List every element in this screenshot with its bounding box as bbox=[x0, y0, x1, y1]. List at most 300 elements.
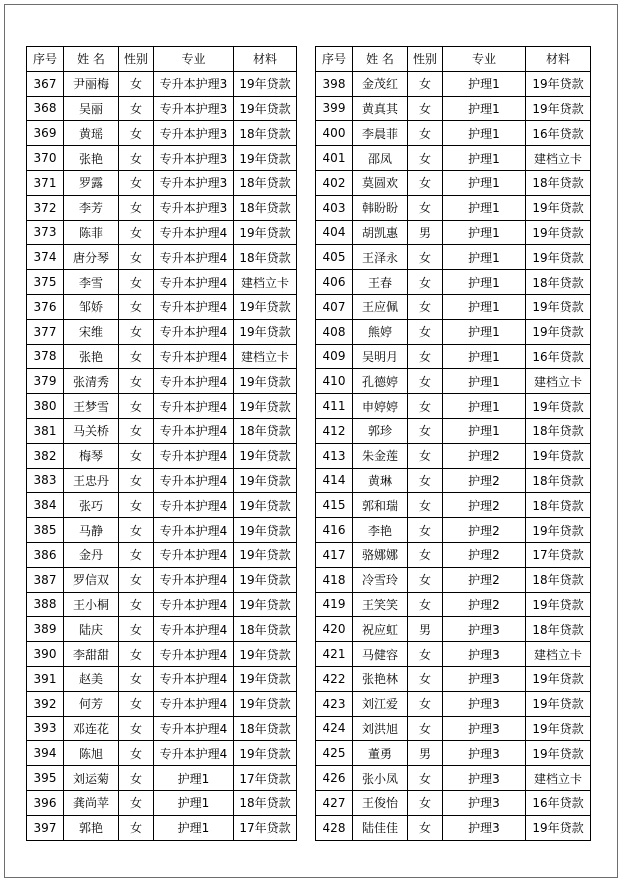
cell-seq: 377 bbox=[27, 319, 64, 344]
table-row bbox=[27, 146, 297, 171]
table-row bbox=[27, 319, 297, 344]
cell-major: 专升本护理4 bbox=[154, 542, 234, 567]
cell-material: 19年贷款 bbox=[234, 220, 297, 245]
cell-gender: 女 bbox=[408, 319, 443, 344]
cell-material: 19年贷款 bbox=[234, 567, 297, 592]
cell-material: 19年贷款 bbox=[234, 542, 297, 567]
table-row bbox=[27, 716, 297, 741]
cell-major: 护理1 bbox=[443, 294, 526, 319]
roster-table-left bbox=[26, 46, 297, 841]
cell-name: 陆佳佳 bbox=[353, 815, 408, 840]
cell-major: 专升本护理4 bbox=[154, 443, 234, 468]
cell-material: 建档立卡 bbox=[526, 642, 591, 667]
cell-name: 王梦雪 bbox=[64, 394, 119, 419]
cell-gender: 女 bbox=[408, 394, 443, 419]
cell-seq: 415 bbox=[316, 493, 353, 518]
cell-seq: 371 bbox=[27, 170, 64, 195]
cell-major: 护理1 bbox=[443, 71, 526, 96]
cell-material: 18年贷款 bbox=[234, 245, 297, 270]
table-header-row bbox=[316, 47, 591, 72]
table-row bbox=[316, 245, 591, 270]
cell-gender: 女 bbox=[119, 394, 154, 419]
cell-name: 郭珍 bbox=[353, 418, 408, 443]
table-row bbox=[316, 666, 591, 691]
cell-seq: 390 bbox=[27, 642, 64, 667]
cell-gender: 男 bbox=[408, 617, 443, 642]
cell-name: 邓连花 bbox=[64, 716, 119, 741]
cell-seq: 375 bbox=[27, 270, 64, 295]
cell-gender: 女 bbox=[408, 369, 443, 394]
cell-material: 19年贷款 bbox=[234, 741, 297, 766]
cell-major: 护理1 bbox=[154, 790, 234, 815]
cell-name: 赵美 bbox=[64, 666, 119, 691]
cell-major: 专升本护理4 bbox=[154, 468, 234, 493]
cell-material: 18年贷款 bbox=[234, 617, 297, 642]
cell-material: 19年贷款 bbox=[526, 691, 591, 716]
cell-material: 19年贷款 bbox=[526, 666, 591, 691]
cell-name: 黄琳 bbox=[353, 468, 408, 493]
cell-material: 建档立卡 bbox=[526, 766, 591, 791]
cell-name: 罗露 bbox=[64, 170, 119, 195]
cell-material: 17年贷款 bbox=[234, 766, 297, 791]
header-gender: 性别 bbox=[119, 47, 154, 72]
cell-major: 专升本护理4 bbox=[154, 493, 234, 518]
cell-seq: 392 bbox=[27, 691, 64, 716]
table-row bbox=[27, 617, 297, 642]
table-row bbox=[27, 71, 297, 96]
table-row bbox=[27, 195, 297, 220]
cell-gender: 女 bbox=[119, 716, 154, 741]
cell-name: 刘洪旭 bbox=[353, 716, 408, 741]
cell-material: 18年贷款 bbox=[526, 567, 591, 592]
cell-major: 专升本护理4 bbox=[154, 567, 234, 592]
cell-gender: 女 bbox=[408, 245, 443, 270]
table-row bbox=[27, 418, 297, 443]
cell-material: 19年贷款 bbox=[234, 146, 297, 171]
cell-material: 19年贷款 bbox=[234, 71, 297, 96]
cell-gender: 女 bbox=[408, 294, 443, 319]
cell-major: 专升本护理4 bbox=[154, 319, 234, 344]
header-major: 专业 bbox=[154, 47, 234, 72]
cell-seq: 374 bbox=[27, 245, 64, 270]
cell-material: 19年贷款 bbox=[526, 294, 591, 319]
cell-gender: 女 bbox=[119, 369, 154, 394]
cell-name: 王笑笑 bbox=[353, 592, 408, 617]
cell-major: 专升本护理4 bbox=[154, 642, 234, 667]
table-row bbox=[316, 71, 591, 96]
cell-major: 护理3 bbox=[443, 766, 526, 791]
table-row bbox=[27, 170, 297, 195]
cell-major: 专升本护理4 bbox=[154, 220, 234, 245]
cell-material: 17年贷款 bbox=[234, 815, 297, 840]
cell-name: 郭艳 bbox=[64, 815, 119, 840]
table-row bbox=[316, 542, 591, 567]
cell-major: 专升本护理3 bbox=[154, 146, 234, 171]
cell-seq: 428 bbox=[316, 815, 353, 840]
cell-seq: 400 bbox=[316, 121, 353, 146]
cell-material: 建档立卡 bbox=[526, 369, 591, 394]
header-major: 专业 bbox=[443, 47, 526, 72]
table-row bbox=[316, 170, 591, 195]
table-row bbox=[27, 270, 297, 295]
cell-major: 护理3 bbox=[443, 741, 526, 766]
cell-seq: 425 bbox=[316, 741, 353, 766]
cell-name: 龚尚苹 bbox=[64, 790, 119, 815]
table-row bbox=[27, 766, 297, 791]
cell-gender: 女 bbox=[119, 592, 154, 617]
cell-material: 19年贷款 bbox=[234, 518, 297, 543]
cell-name: 莫圆欢 bbox=[353, 170, 408, 195]
cell-name: 骆娜娜 bbox=[353, 542, 408, 567]
header-seq: 序号 bbox=[27, 47, 64, 72]
cell-gender: 女 bbox=[119, 468, 154, 493]
cell-material: 19年贷款 bbox=[526, 245, 591, 270]
cell-name: 李芳 bbox=[64, 195, 119, 220]
cell-gender: 女 bbox=[408, 691, 443, 716]
cell-name: 郭和瑞 bbox=[353, 493, 408, 518]
cell-gender: 女 bbox=[119, 418, 154, 443]
cell-gender: 女 bbox=[119, 195, 154, 220]
cell-seq: 398 bbox=[316, 71, 353, 96]
cell-material: 19年贷款 bbox=[234, 443, 297, 468]
cell-material: 18年贷款 bbox=[526, 617, 591, 642]
cell-material: 18年贷款 bbox=[526, 170, 591, 195]
cell-name: 马健容 bbox=[353, 642, 408, 667]
cell-name: 张小凤 bbox=[353, 766, 408, 791]
cell-major: 护理3 bbox=[443, 617, 526, 642]
cell-major: 护理1 bbox=[443, 170, 526, 195]
cell-gender: 女 bbox=[119, 270, 154, 295]
cell-major: 护理1 bbox=[443, 146, 526, 171]
cell-seq: 394 bbox=[27, 741, 64, 766]
cell-major: 护理1 bbox=[154, 815, 234, 840]
table-row bbox=[316, 617, 591, 642]
cell-seq: 386 bbox=[27, 542, 64, 567]
table-row bbox=[27, 443, 297, 468]
cell-material: 19年贷款 bbox=[234, 592, 297, 617]
cell-material: 18年贷款 bbox=[234, 170, 297, 195]
table-row bbox=[316, 121, 591, 146]
cell-gender: 女 bbox=[408, 146, 443, 171]
cell-gender: 女 bbox=[408, 642, 443, 667]
cell-seq: 407 bbox=[316, 294, 353, 319]
cell-material: 建档立卡 bbox=[234, 344, 297, 369]
cell-name: 王应佩 bbox=[353, 294, 408, 319]
cell-material: 19年贷款 bbox=[526, 195, 591, 220]
table-row bbox=[27, 394, 297, 419]
cell-material: 建档立卡 bbox=[234, 270, 297, 295]
cell-gender: 女 bbox=[408, 270, 443, 295]
cell-seq: 427 bbox=[316, 790, 353, 815]
cell-major: 专升本护理4 bbox=[154, 666, 234, 691]
cell-name: 马静 bbox=[64, 518, 119, 543]
cell-material: 19年贷款 bbox=[234, 319, 297, 344]
cell-name: 朱金莲 bbox=[353, 443, 408, 468]
cell-gender: 女 bbox=[408, 666, 443, 691]
table-row bbox=[27, 567, 297, 592]
table-row bbox=[316, 418, 591, 443]
table-row bbox=[316, 815, 591, 840]
table-row bbox=[27, 344, 297, 369]
cell-gender: 女 bbox=[119, 96, 154, 121]
cell-seq: 420 bbox=[316, 617, 353, 642]
cell-gender: 女 bbox=[119, 220, 154, 245]
cell-name: 申婷婷 bbox=[353, 394, 408, 419]
table-row bbox=[316, 493, 591, 518]
cell-major: 护理1 bbox=[443, 394, 526, 419]
cell-major: 护理1 bbox=[443, 220, 526, 245]
cell-seq: 399 bbox=[316, 96, 353, 121]
cell-seq: 421 bbox=[316, 642, 353, 667]
table-row bbox=[27, 790, 297, 815]
cell-material: 19年贷款 bbox=[234, 468, 297, 493]
table-row bbox=[27, 468, 297, 493]
cell-gender: 女 bbox=[119, 493, 154, 518]
table-row bbox=[316, 716, 591, 741]
cell-gender: 女 bbox=[408, 195, 443, 220]
cell-gender: 女 bbox=[408, 815, 443, 840]
cell-material: 19年贷款 bbox=[234, 369, 297, 394]
cell-name: 吴明月 bbox=[353, 344, 408, 369]
cell-seq: 387 bbox=[27, 567, 64, 592]
cell-material: 18年贷款 bbox=[526, 418, 591, 443]
table-row bbox=[27, 542, 297, 567]
cell-name: 王泽永 bbox=[353, 245, 408, 270]
cell-material: 19年贷款 bbox=[526, 443, 591, 468]
cell-seq: 406 bbox=[316, 270, 353, 295]
cell-major: 护理1 bbox=[443, 245, 526, 270]
cell-gender: 女 bbox=[408, 716, 443, 741]
cell-major: 专升本护理4 bbox=[154, 518, 234, 543]
cell-major: 专升本护理4 bbox=[154, 344, 234, 369]
cell-major: 专升本护理4 bbox=[154, 245, 234, 270]
cell-major: 护理2 bbox=[443, 518, 526, 543]
cell-gender: 女 bbox=[408, 790, 443, 815]
cell-material: 19年贷款 bbox=[234, 294, 297, 319]
cell-gender: 女 bbox=[119, 518, 154, 543]
table-row bbox=[316, 96, 591, 121]
cell-gender: 女 bbox=[408, 418, 443, 443]
cell-major: 护理1 bbox=[154, 766, 234, 791]
cell-seq: 422 bbox=[316, 666, 353, 691]
cell-gender: 女 bbox=[408, 468, 443, 493]
cell-seq: 401 bbox=[316, 146, 353, 171]
cell-name: 张艳林 bbox=[353, 666, 408, 691]
cell-seq: 412 bbox=[316, 418, 353, 443]
cell-name: 孔德婷 bbox=[353, 369, 408, 394]
cell-seq: 411 bbox=[316, 394, 353, 419]
cell-major: 专升本护理4 bbox=[154, 418, 234, 443]
cell-name: 唐分琴 bbox=[64, 245, 119, 270]
cell-name: 罗信双 bbox=[64, 567, 119, 592]
cell-major: 护理1 bbox=[443, 319, 526, 344]
cell-major: 护理2 bbox=[443, 468, 526, 493]
cell-name: 马关桥 bbox=[64, 418, 119, 443]
table-row bbox=[27, 493, 297, 518]
cell-material: 19年贷款 bbox=[526, 518, 591, 543]
cell-seq: 426 bbox=[316, 766, 353, 791]
cell-major: 专升本护理4 bbox=[154, 270, 234, 295]
table-row bbox=[27, 294, 297, 319]
cell-name: 李艳 bbox=[353, 518, 408, 543]
cell-major: 专升本护理4 bbox=[154, 716, 234, 741]
cell-gender: 男 bbox=[408, 220, 443, 245]
header-seq: 序号 bbox=[316, 47, 353, 72]
cell-name: 张艳 bbox=[64, 146, 119, 171]
cell-name: 冷雪玲 bbox=[353, 567, 408, 592]
cell-gender: 女 bbox=[119, 146, 154, 171]
cell-name: 董勇 bbox=[353, 741, 408, 766]
table-row bbox=[316, 369, 591, 394]
table-row bbox=[27, 220, 297, 245]
cell-gender: 女 bbox=[119, 245, 154, 270]
cell-seq: 403 bbox=[316, 195, 353, 220]
cell-gender: 女 bbox=[119, 642, 154, 667]
cell-major: 护理1 bbox=[443, 270, 526, 295]
cell-material: 18年贷款 bbox=[234, 716, 297, 741]
cell-name: 吴丽 bbox=[64, 96, 119, 121]
cell-seq: 378 bbox=[27, 344, 64, 369]
cell-material: 19年贷款 bbox=[526, 592, 591, 617]
cell-seq: 416 bbox=[316, 518, 353, 543]
header-name: 姓 名 bbox=[64, 47, 119, 72]
cell-seq: 373 bbox=[27, 220, 64, 245]
cell-material: 19年贷款 bbox=[526, 394, 591, 419]
cell-material: 18年贷款 bbox=[234, 418, 297, 443]
cell-major: 护理2 bbox=[443, 493, 526, 518]
cell-gender: 女 bbox=[408, 170, 443, 195]
cell-major: 护理3 bbox=[443, 815, 526, 840]
table-row bbox=[316, 468, 591, 493]
cell-name: 陈菲 bbox=[64, 220, 119, 245]
table-row bbox=[27, 96, 297, 121]
cell-name: 张巧 bbox=[64, 493, 119, 518]
cell-material: 建档立卡 bbox=[526, 146, 591, 171]
table-row bbox=[316, 394, 591, 419]
table-row bbox=[316, 691, 591, 716]
table-row bbox=[27, 592, 297, 617]
cell-major: 专升本护理3 bbox=[154, 71, 234, 96]
cell-major: 专升本护理3 bbox=[154, 195, 234, 220]
cell-major: 专升本护理4 bbox=[154, 741, 234, 766]
cell-major: 护理2 bbox=[443, 443, 526, 468]
cell-gender: 男 bbox=[408, 741, 443, 766]
cell-material: 19年贷款 bbox=[234, 96, 297, 121]
cell-name: 熊婷 bbox=[353, 319, 408, 344]
cell-name: 何芳 bbox=[64, 691, 119, 716]
cell-material: 19年贷款 bbox=[234, 691, 297, 716]
table-row bbox=[316, 567, 591, 592]
cell-major: 护理1 bbox=[443, 418, 526, 443]
cell-major: 护理2 bbox=[443, 542, 526, 567]
cell-material: 18年贷款 bbox=[526, 468, 591, 493]
table-row bbox=[316, 270, 591, 295]
cell-major: 护理1 bbox=[443, 369, 526, 394]
cell-name: 邹娇 bbox=[64, 294, 119, 319]
cell-seq: 402 bbox=[316, 170, 353, 195]
cell-seq: 380 bbox=[27, 394, 64, 419]
cell-seq: 405 bbox=[316, 245, 353, 270]
cell-gender: 女 bbox=[408, 71, 443, 96]
cell-gender: 女 bbox=[119, 567, 154, 592]
table-row bbox=[316, 592, 591, 617]
cell-name: 尹丽梅 bbox=[64, 71, 119, 96]
cell-name: 张艳 bbox=[64, 344, 119, 369]
roster-table-right bbox=[315, 46, 591, 841]
cell-major: 专升本护理3 bbox=[154, 170, 234, 195]
cell-gender: 女 bbox=[408, 344, 443, 369]
cell-seq: 408 bbox=[316, 319, 353, 344]
cell-name: 胡凯惠 bbox=[353, 220, 408, 245]
cell-seq: 414 bbox=[316, 468, 353, 493]
cell-major: 护理2 bbox=[443, 567, 526, 592]
cell-seq: 372 bbox=[27, 195, 64, 220]
cell-seq: 382 bbox=[27, 443, 64, 468]
table-row bbox=[316, 790, 591, 815]
cell-gender: 女 bbox=[119, 443, 154, 468]
cell-gender: 女 bbox=[119, 790, 154, 815]
cell-gender: 女 bbox=[119, 666, 154, 691]
cell-gender: 女 bbox=[119, 344, 154, 369]
cell-seq: 388 bbox=[27, 592, 64, 617]
cell-major: 护理1 bbox=[443, 121, 526, 146]
cell-seq: 417 bbox=[316, 542, 353, 567]
cell-major: 专升本护理4 bbox=[154, 294, 234, 319]
cell-name: 张清秀 bbox=[64, 369, 119, 394]
cell-seq: 423 bbox=[316, 691, 353, 716]
cell-major: 护理2 bbox=[443, 592, 526, 617]
cell-gender: 女 bbox=[119, 294, 154, 319]
header-material: 材料 bbox=[234, 47, 297, 72]
cell-name: 刘运菊 bbox=[64, 766, 119, 791]
table-row bbox=[27, 245, 297, 270]
table-row bbox=[316, 443, 591, 468]
cell-gender: 女 bbox=[119, 319, 154, 344]
cell-major: 专升本护理4 bbox=[154, 691, 234, 716]
cell-seq: 376 bbox=[27, 294, 64, 319]
cell-gender: 女 bbox=[408, 518, 443, 543]
cell-material: 16年贷款 bbox=[526, 121, 591, 146]
cell-material: 19年贷款 bbox=[526, 96, 591, 121]
cell-gender: 女 bbox=[119, 815, 154, 840]
cell-gender: 女 bbox=[119, 741, 154, 766]
cell-seq: 395 bbox=[27, 766, 64, 791]
cell-name: 宋维 bbox=[64, 319, 119, 344]
cell-name: 陈旭 bbox=[64, 741, 119, 766]
cell-seq: 381 bbox=[27, 418, 64, 443]
table-row bbox=[27, 666, 297, 691]
table-row bbox=[316, 195, 591, 220]
cell-name: 李甜甜 bbox=[64, 642, 119, 667]
cell-major: 护理3 bbox=[443, 691, 526, 716]
table-row bbox=[316, 319, 591, 344]
cell-material: 19年贷款 bbox=[526, 716, 591, 741]
cell-name: 金丹 bbox=[64, 542, 119, 567]
cell-gender: 女 bbox=[119, 121, 154, 146]
table-row bbox=[27, 642, 297, 667]
table-row bbox=[316, 766, 591, 791]
cell-name: 刘江爱 bbox=[353, 691, 408, 716]
cell-major: 护理3 bbox=[443, 666, 526, 691]
cell-major: 护理1 bbox=[443, 96, 526, 121]
cell-seq: 389 bbox=[27, 617, 64, 642]
cell-name: 王忠丹 bbox=[64, 468, 119, 493]
cell-seq: 384 bbox=[27, 493, 64, 518]
cell-gender: 女 bbox=[408, 567, 443, 592]
cell-major: 专升本护理4 bbox=[154, 394, 234, 419]
cell-seq: 385 bbox=[27, 518, 64, 543]
header-name: 姓 名 bbox=[353, 47, 408, 72]
